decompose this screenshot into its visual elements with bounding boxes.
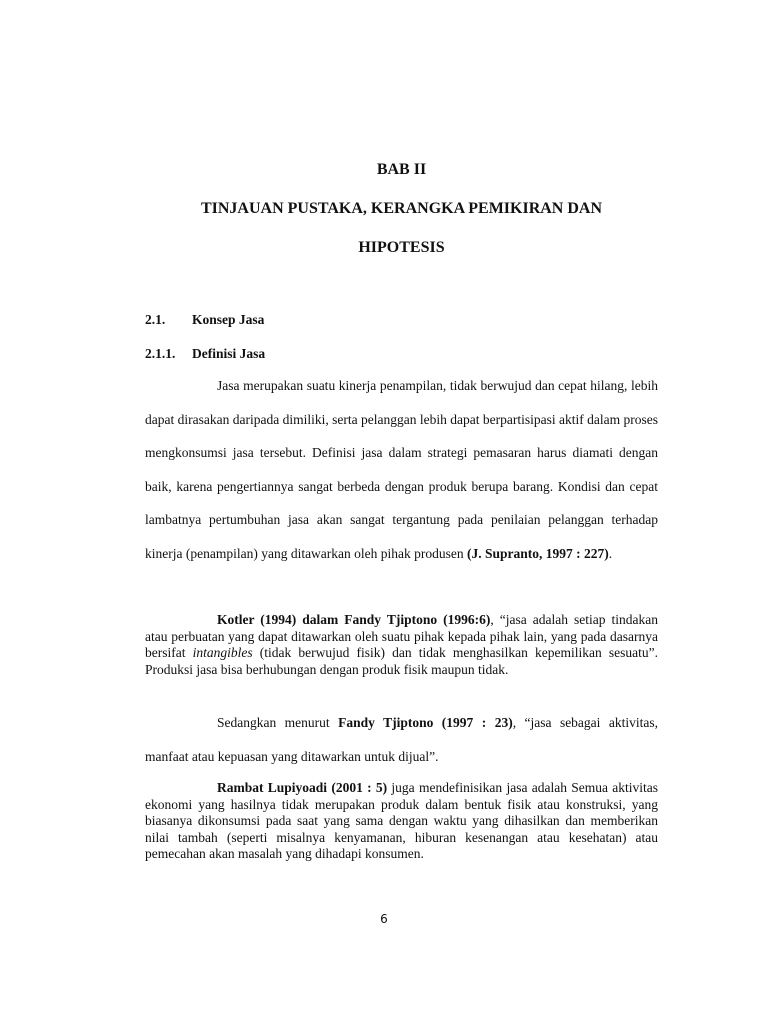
paragraph-4-citation: Rambat Lupiyoadi (2001 : 5) — [217, 780, 388, 795]
paragraph-2-italic-term: intangibles — [192, 645, 253, 661]
chapter-label: BAB II — [376, 161, 427, 178]
subsection-number: 2.1.1. — [145, 346, 176, 361]
paragraph-2-citation: Kotler (1994) dalam Fandy Tjiptono (1996:6) — [217, 612, 491, 627]
chapter-title-line-2: HIPOTESIS — [358, 239, 445, 256]
subsection-heading — [145, 345, 265, 363]
paragraph-3-text-a: Sedangkan menurut — [217, 715, 339, 730]
paragraph-3 — [145, 706, 658, 773]
page-number: 6 — [380, 912, 388, 926]
paragraph-1-citation: (J. Supranto, 1997 : 227) — [467, 545, 609, 561]
subsection-title: Definisi Jasa — [192, 346, 266, 361]
paragraph-3-citation: Fandy Tjiptono (1997 : 23) — [338, 715, 513, 730]
paragraph-1 — [145, 369, 658, 570]
paragraph-2-text-a: , “jasa adalah setiap tindakan atau perbuatan yang dapat ditawarkan oleh suatu pihak kepada pihak lain, yang pada dasarnya bersifat — [145, 612, 658, 661]
section-heading — [145, 311, 264, 329]
paragraph-2 — [145, 612, 658, 678]
section-number: 2.1. — [145, 312, 166, 327]
paragraph-1-end: . — [608, 545, 613, 561]
section-title: Konsep Jasa — [192, 312, 265, 327]
paragraph-3-text-b: , “jasa sebagai aktivitas, manfaat atau kepuasan yang ditawarkan untuk dijual”. — [145, 715, 658, 764]
paragraph-4 — [145, 780, 658, 863]
paragraph-1-text: Jasa merupakan suatu kinerja penampilan, tidak berwujud dan cepat hilang, lebih dapat dirasakan daripada dimiliki, serta pelanggan lebih dapat berpartisipasi aktif dalam proses mengkonsumsi jasa tersebut. Definisi jasa dalam strategi pemasaran harus diamati dengan baik, karena pengertiannya sangat berbeda dengan produk berupa barang. Kondisi dan cepat lambatnya pertumbuhan jasa akan sangat tergantung pada penilaian pelanggan terhadap kinerja (penampilan) yang ditawarkan oleh pihak produsen — [145, 378, 658, 561]
chapter-title-line-1: TINJAUAN PUSTAKA, KERANGKA PEMIKIRAN DAN — [200, 200, 603, 217]
paragraph-2-text-b: (tidak berwujud fisik) dan tidak menghasilkan kepemilikan sesuatu”. Produksi jasa bisa berhubungan dengan produk fisik maupun tidak. — [145, 645, 658, 677]
paragraph-4-text: juga mendefinisikan jasa adalah Semua aktivitas ekonomi yang hasilnya tidak merupakan produk dalam bentuk fisik atau konstruksi, yang biasanya dikonsumsi pada saat yang sama dengan waktu yang dihasilkan dan memberikan nilai tambah (seperti misalnya kenyamanan, hiburan kesenangan atau kesehatan) atau pemecahan akan masalah yang dihadapi konsumen. — [145, 780, 658, 862]
